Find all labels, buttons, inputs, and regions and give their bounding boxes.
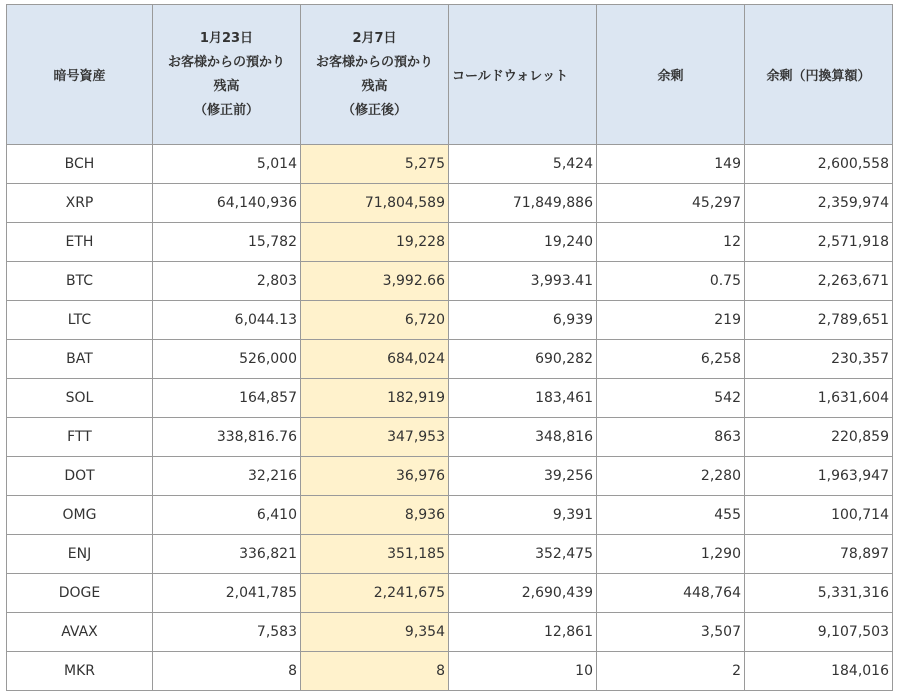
header-row bbox=[7, 5, 893, 145]
cell-balance-before: 32,216 bbox=[153, 457, 301, 496]
cell-cold-wallet: 5,424 bbox=[449, 145, 597, 184]
header-before-date: 1月23日 bbox=[199, 30, 254, 46]
cell-surplus: 2 bbox=[597, 652, 745, 691]
cell-cold-wallet: 71,849,886 bbox=[449, 184, 597, 223]
cell-cold-wallet: 39,256 bbox=[449, 457, 597, 496]
header-surplus-jpy: 余剰（円換算額） bbox=[745, 5, 893, 145]
cell-asset: MKR bbox=[7, 652, 153, 691]
cell-surplus: 448,764 bbox=[597, 574, 745, 613]
cell-surplus: 455 bbox=[597, 496, 745, 535]
cell-asset: FTT bbox=[7, 418, 153, 457]
cell-surplus-jpy: 1,631,604 bbox=[745, 379, 893, 418]
cell-surplus-jpy: 2,600,558 bbox=[745, 145, 893, 184]
cell-cold-wallet: 348,816 bbox=[449, 418, 597, 457]
table-row bbox=[7, 301, 893, 340]
cell-balance-after: 684,024 bbox=[301, 340, 449, 379]
cell-balance-before: 64,140,936 bbox=[153, 184, 301, 223]
cell-balance-after: 351,185 bbox=[301, 535, 449, 574]
cell-balance-before: 2,041,785 bbox=[153, 574, 301, 613]
table-row bbox=[7, 496, 893, 535]
table-row bbox=[7, 535, 893, 574]
cell-asset: LTC bbox=[7, 301, 153, 340]
cell-balance-after: 3,992.66 bbox=[301, 262, 449, 301]
cell-surplus-jpy: 2,359,974 bbox=[745, 184, 893, 223]
cell-asset: DOT bbox=[7, 457, 153, 496]
cell-balance-after: 71,804,589 bbox=[301, 184, 449, 223]
cell-balance-before: 164,857 bbox=[153, 379, 301, 418]
cell-surplus: 2,280 bbox=[597, 457, 745, 496]
cell-surplus-jpy: 220,859 bbox=[745, 418, 893, 457]
cell-balance-before: 336,821 bbox=[153, 535, 301, 574]
header-after bbox=[301, 5, 449, 145]
header-after-note: （修正後） bbox=[341, 102, 407, 118]
cell-balance-before: 15,782 bbox=[153, 223, 301, 262]
table-row bbox=[7, 613, 893, 652]
cell-balance-after: 182,919 bbox=[301, 379, 449, 418]
cell-asset: XRP bbox=[7, 184, 153, 223]
cell-surplus-jpy: 230,357 bbox=[745, 340, 893, 379]
cell-surplus: 1,290 bbox=[597, 535, 745, 574]
cell-surplus: 12 bbox=[597, 223, 745, 262]
cell-surplus-jpy: 78,897 bbox=[745, 535, 893, 574]
cell-asset: BTC bbox=[7, 262, 153, 301]
cell-balance-before: 338,816.76 bbox=[153, 418, 301, 457]
cell-balance-before: 5,014 bbox=[153, 145, 301, 184]
cell-surplus-jpy: 100,714 bbox=[745, 496, 893, 535]
header-before bbox=[153, 5, 301, 145]
table-row bbox=[7, 340, 893, 379]
cell-surplus-jpy: 2,571,918 bbox=[745, 223, 893, 262]
cell-cold-wallet: 352,475 bbox=[449, 535, 597, 574]
cell-asset: OMG bbox=[7, 496, 153, 535]
cell-balance-after: 2,241,675 bbox=[301, 574, 449, 613]
cell-balance-before: 6,410 bbox=[153, 496, 301, 535]
table-row bbox=[7, 184, 893, 223]
cell-surplus-jpy: 1,963,947 bbox=[745, 457, 893, 496]
header-asset: 暗号資産 bbox=[7, 5, 153, 145]
cell-balance-after: 8,936 bbox=[301, 496, 449, 535]
table-row bbox=[7, 223, 893, 262]
cell-cold-wallet: 12,861 bbox=[449, 613, 597, 652]
header-after-balance: 残高 bbox=[361, 78, 388, 94]
cell-balance-after: 6,720 bbox=[301, 301, 449, 340]
cell-asset: BAT bbox=[7, 340, 153, 379]
cell-cold-wallet: 10 bbox=[449, 652, 597, 691]
cell-balance-before: 526,000 bbox=[153, 340, 301, 379]
cell-cold-wallet: 690,282 bbox=[449, 340, 597, 379]
table-row bbox=[7, 574, 893, 613]
header-after-label: お客様からの預かり bbox=[315, 54, 433, 70]
cell-surplus: 863 bbox=[597, 418, 745, 457]
cell-surplus: 6,258 bbox=[597, 340, 745, 379]
cell-balance-after: 36,976 bbox=[301, 457, 449, 496]
cell-cold-wallet: 183,461 bbox=[449, 379, 597, 418]
cell-asset: ENJ bbox=[7, 535, 153, 574]
header-after-date: 2月7日 bbox=[352, 30, 397, 46]
cell-cold-wallet: 6,939 bbox=[449, 301, 597, 340]
header-cold-wallet: コールドウォレット bbox=[449, 5, 597, 145]
cell-balance-before: 6,044.13 bbox=[153, 301, 301, 340]
cell-cold-wallet: 3,993.41 bbox=[449, 262, 597, 301]
cell-surplus: 45,297 bbox=[597, 184, 745, 223]
header-before-label: お客様からの預かり bbox=[167, 54, 285, 70]
header-before-note: （修正前） bbox=[193, 102, 259, 118]
header-surplus: 余剰 bbox=[597, 5, 745, 145]
cell-surplus: 219 bbox=[597, 301, 745, 340]
table-row bbox=[7, 418, 893, 457]
table-row bbox=[7, 652, 893, 691]
crypto-balance-table bbox=[6, 4, 893, 691]
cell-balance-after: 9,354 bbox=[301, 613, 449, 652]
cell-asset: DOGE bbox=[7, 574, 153, 613]
cell-balance-after: 19,228 bbox=[301, 223, 449, 262]
cell-surplus: 0.75 bbox=[597, 262, 745, 301]
table-row bbox=[7, 379, 893, 418]
cell-surplus-jpy: 2,789,651 bbox=[745, 301, 893, 340]
cell-asset: BCH bbox=[7, 145, 153, 184]
cell-balance-before: 2,803 bbox=[153, 262, 301, 301]
cell-balance-before: 7,583 bbox=[153, 613, 301, 652]
table-row bbox=[7, 262, 893, 301]
table-row bbox=[7, 145, 893, 184]
cell-balance-before: 8 bbox=[153, 652, 301, 691]
cell-cold-wallet: 2,690,439 bbox=[449, 574, 597, 613]
cell-asset: ETH bbox=[7, 223, 153, 262]
table-row bbox=[7, 457, 893, 496]
header-before-balance: 残高 bbox=[213, 78, 240, 94]
cell-surplus: 542 bbox=[597, 379, 745, 418]
cell-surplus: 149 bbox=[597, 145, 745, 184]
cell-balance-after: 8 bbox=[301, 652, 449, 691]
cell-cold-wallet: 19,240 bbox=[449, 223, 597, 262]
cell-cold-wallet: 9,391 bbox=[449, 496, 597, 535]
cell-surplus: 3,507 bbox=[597, 613, 745, 652]
cell-surplus-jpy: 9,107,503 bbox=[745, 613, 893, 652]
cell-surplus-jpy: 2,263,671 bbox=[745, 262, 893, 301]
cell-balance-after: 5,275 bbox=[301, 145, 449, 184]
cell-asset: SOL bbox=[7, 379, 153, 418]
cell-surplus-jpy: 184,016 bbox=[745, 652, 893, 691]
cell-surplus-jpy: 5,331,316 bbox=[745, 574, 893, 613]
cell-asset: AVAX bbox=[7, 613, 153, 652]
cell-balance-after: 347,953 bbox=[301, 418, 449, 457]
